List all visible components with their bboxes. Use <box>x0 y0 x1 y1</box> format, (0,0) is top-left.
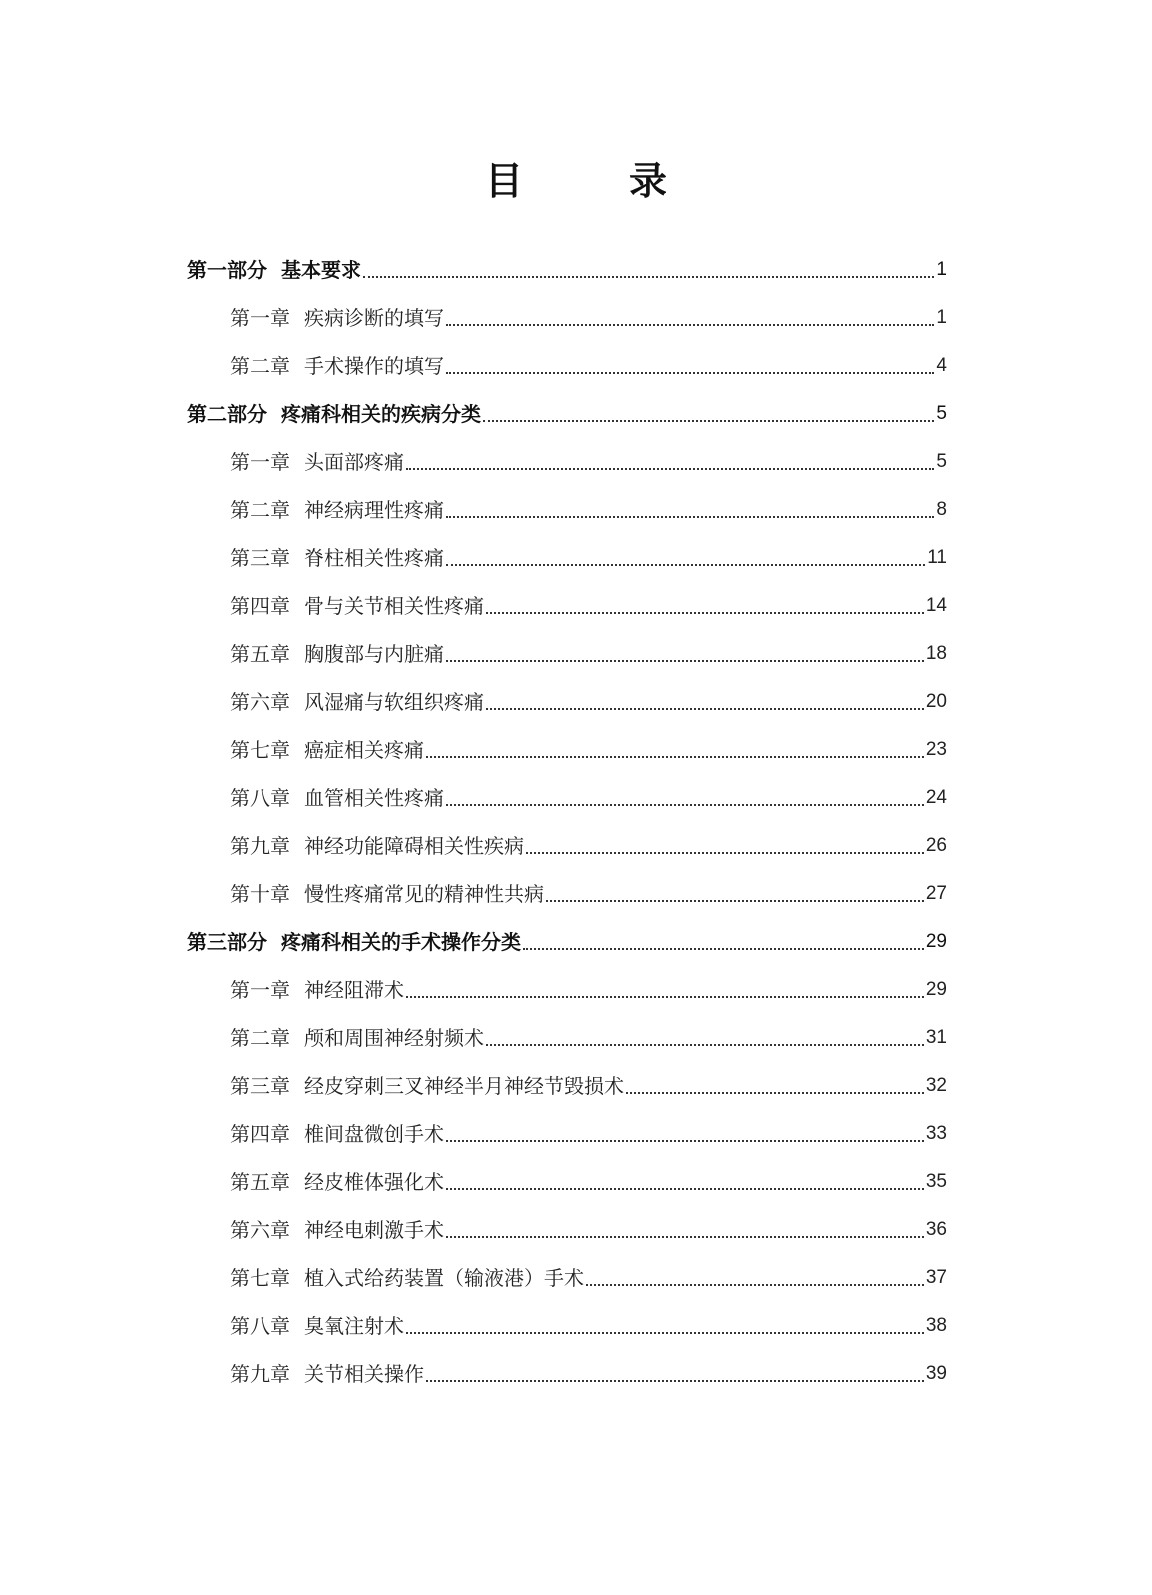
toc-dot-leader <box>406 468 934 470</box>
toc-entry-number: 第七章 <box>230 738 290 762</box>
toc-chapter-entry[interactable] <box>230 346 947 380</box>
toc-entry-title: 基本要求 <box>281 258 361 282</box>
toc-chapter-entry[interactable] <box>230 1066 947 1100</box>
toc-entry-title: 神经病理性疼痛 <box>304 498 444 522</box>
toc-chapter-entry[interactable] <box>230 298 947 332</box>
toc-entry-page-number: 4 <box>936 355 947 376</box>
toc-chapter-entry[interactable] <box>230 730 947 764</box>
toc-entry-title: 手术操作的填写 <box>304 354 444 378</box>
toc-entry-page-number: 33 <box>925 1123 947 1144</box>
toc-dot-leader <box>446 324 934 326</box>
toc-dot-leader <box>486 1044 924 1046</box>
toc-entry-number: 第八章 <box>230 786 290 810</box>
toc-entry-page-number: 23 <box>925 739 947 760</box>
toc-entry-number: 第八章 <box>230 1314 290 1338</box>
toc-chapter-entry[interactable] <box>230 778 947 812</box>
toc-entry-page-number: 1 <box>936 259 947 280</box>
toc-entry-title: 疾病诊断的填写 <box>304 306 444 330</box>
toc-entry-number: 第六章 <box>230 1218 290 1242</box>
toc-dot-leader <box>523 948 924 950</box>
toc-entry-number: 第一章 <box>230 978 290 1002</box>
toc-entry-number: 第一部分 <box>187 258 267 282</box>
toc-dot-leader <box>446 1188 924 1190</box>
toc-entry-page-number: 31 <box>925 1027 947 1048</box>
toc-chapter-entry[interactable] <box>230 490 947 524</box>
toc-part-entry[interactable] <box>187 394 947 428</box>
toc-entry-number: 第五章 <box>230 642 290 666</box>
toc-dot-leader <box>526 852 924 854</box>
toc-entry-number: 第七章 <box>230 1266 290 1290</box>
toc-chapter-entry[interactable] <box>230 1114 947 1148</box>
toc-entry-title: 神经功能障碍相关性疾病 <box>304 834 524 858</box>
toc-entry-page-number: 27 <box>925 883 947 904</box>
toc-chapter-entry[interactable] <box>230 1018 947 1052</box>
toc-entry-page-number: 1 <box>936 307 947 328</box>
toc-entry-title: 经皮穿刺三叉神经半月神经节毁损术 <box>304 1074 624 1098</box>
toc-entry-title: 癌症相关疼痛 <box>304 738 424 762</box>
toc-chapter-entry[interactable] <box>230 682 947 716</box>
toc-entry-number: 第三部分 <box>187 930 267 954</box>
toc-entry-page-number: 5 <box>936 451 947 472</box>
toc-dot-leader <box>446 516 934 518</box>
toc-entry-number: 第二部分 <box>187 402 267 426</box>
toc-dot-leader <box>363 276 934 278</box>
toc-entry-title: 慢性疼痛常见的精神性共病 <box>304 882 544 906</box>
toc-dot-leader <box>486 612 924 614</box>
toc-dot-leader <box>446 1140 924 1142</box>
toc-entry-title: 骨与关节相关性疼痛 <box>304 594 484 618</box>
toc-entry-page-number: 24 <box>925 787 947 808</box>
toc-entry-number: 第二章 <box>230 1026 290 1050</box>
toc-entry-page-number: 20 <box>925 691 947 712</box>
toc-entry-title: 血管相关性疼痛 <box>304 786 444 810</box>
toc-entry-number: 第九章 <box>230 1362 290 1386</box>
toc-chapter-entry[interactable] <box>230 538 947 572</box>
toc-entry-number: 第三章 <box>230 546 290 570</box>
toc-entry-title: 疼痛科相关的手术操作分类 <box>281 930 521 954</box>
toc-dot-leader <box>406 1332 924 1334</box>
toc-chapter-entry[interactable] <box>230 442 947 476</box>
toc-dot-leader <box>406 996 924 998</box>
toc-chapter-entry[interactable] <box>230 1210 947 1244</box>
toc-entry-page-number: 37 <box>925 1267 947 1288</box>
toc-entry-title: 经皮椎体强化术 <box>304 1170 444 1194</box>
toc-entry-page-number: 38 <box>925 1315 947 1336</box>
toc-dot-leader <box>446 1236 924 1238</box>
toc-part-entry[interactable] <box>187 250 947 284</box>
toc-dot-leader <box>626 1092 924 1094</box>
toc-entry-page-number: 8 <box>936 499 947 520</box>
toc-entry-page-number: 5 <box>936 403 947 424</box>
toc-entry-page-number: 11 <box>927 547 947 568</box>
toc-entry-number: 第三章 <box>230 1074 290 1098</box>
toc-dot-leader <box>483 420 934 422</box>
page-title: 目 录 <box>484 159 701 203</box>
toc-dot-leader <box>446 564 925 566</box>
toc-chapter-entry[interactable] <box>230 1258 947 1292</box>
toc-entry-title: 胸腹部与内脏痛 <box>304 642 444 666</box>
toc-dot-leader <box>546 900 924 902</box>
toc-entry-number: 第六章 <box>230 690 290 714</box>
toc-chapter-entry[interactable] <box>230 874 947 908</box>
toc-entry-title: 神经阻滞术 <box>304 978 404 1002</box>
toc-dot-leader <box>426 756 924 758</box>
toc-chapter-entry[interactable] <box>230 1162 947 1196</box>
toc-entry-title: 脊柱相关性疼痛 <box>304 546 444 570</box>
toc-entry-title: 疼痛科相关的疾病分类 <box>281 402 481 426</box>
toc-chapter-entry[interactable] <box>230 634 947 668</box>
toc-dot-leader <box>426 1380 924 1382</box>
toc-entry-page-number: 32 <box>925 1075 947 1096</box>
toc-dot-leader <box>446 372 934 374</box>
toc-entry-title: 头面部疼痛 <box>304 450 404 474</box>
toc-chapter-entry[interactable] <box>230 826 947 860</box>
toc-entry-number: 第四章 <box>230 594 290 618</box>
toc-entry-number: 第五章 <box>230 1170 290 1194</box>
toc-dot-leader <box>446 804 924 806</box>
toc-entry-page-number: 26 <box>925 835 947 856</box>
toc-entry-title: 风湿痛与软组织疼痛 <box>304 690 484 714</box>
toc-entry-number: 第一章 <box>230 306 290 330</box>
toc-entry-number: 第二章 <box>230 354 290 378</box>
toc-entry-page-number: 14 <box>925 595 947 616</box>
toc-chapter-entry[interactable] <box>230 1354 947 1388</box>
toc-entry-title: 颅和周围神经射频术 <box>304 1026 484 1050</box>
toc-entry-number: 第九章 <box>230 834 290 858</box>
toc-entry-page-number: 39 <box>925 1363 947 1384</box>
toc-entry-title: 椎间盘微创手术 <box>304 1122 444 1146</box>
toc-chapter-entry[interactable] <box>230 1306 947 1340</box>
toc-entry-number: 第二章 <box>230 498 290 522</box>
toc-entry-page-number: 18 <box>925 643 947 664</box>
toc-entry-page-number: 36 <box>925 1219 947 1240</box>
toc-entry-title: 臭氧注射术 <box>304 1314 404 1338</box>
toc-entry-title: 神经电刺激手术 <box>304 1218 444 1242</box>
toc-entry-page-number: 29 <box>925 979 947 1000</box>
toc-dot-leader <box>586 1284 924 1286</box>
toc-entry-page-number: 35 <box>925 1171 947 1192</box>
toc-entry-title: 关节相关操作 <box>304 1362 424 1386</box>
toc-entry-number: 第十章 <box>230 882 290 906</box>
toc-entry-title: 植入式给药装置（输液港）手术 <box>304 1266 584 1290</box>
toc-dot-leader <box>446 660 924 662</box>
toc-chapter-entry[interactable] <box>230 970 947 1004</box>
toc-entry-number: 第一章 <box>230 450 290 474</box>
toc-part-entry[interactable] <box>187 922 947 956</box>
toc-chapter-entry[interactable] <box>230 586 947 620</box>
toc-entry-number: 第四章 <box>230 1122 290 1146</box>
toc-dot-leader <box>486 708 924 710</box>
toc-entry-page-number: 29 <box>925 931 947 952</box>
